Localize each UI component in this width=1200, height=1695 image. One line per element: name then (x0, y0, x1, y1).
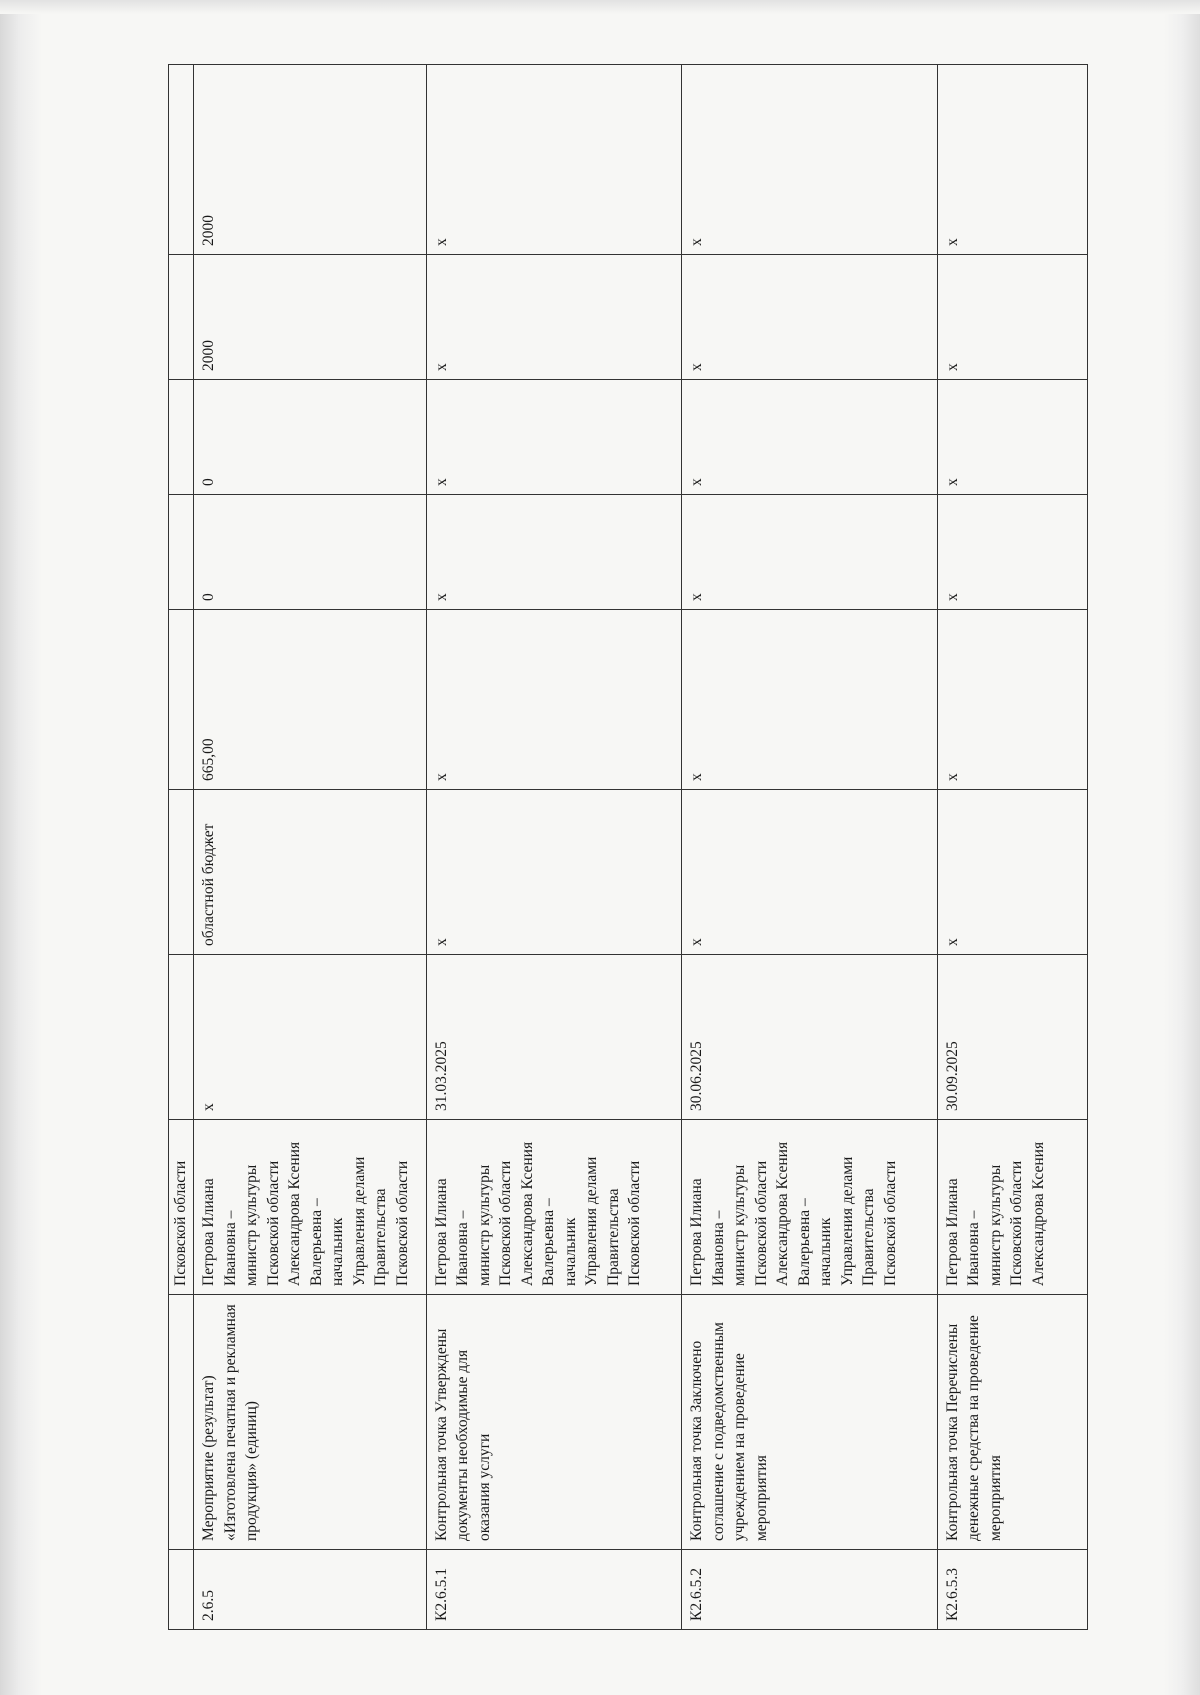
cell-y4: x (682, 65, 938, 255)
cell-y1: x (682, 495, 938, 610)
table-row-continuation (169, 65, 194, 1630)
plan-table (168, 64, 1088, 1630)
cell-name: Мероприятие (результат) «Изготовлена печатная и рекламная продукция» (единиц) (194, 1295, 427, 1550)
table-row (682, 65, 938, 1630)
cell-volume: x (426, 610, 682, 790)
cell-date: 30.09.2025 (937, 955, 1087, 1120)
cell-y4 (169, 65, 194, 255)
cell-name (169, 1295, 194, 1550)
cell-name: Контрольная точка Утверждены документы необходимые для оказания услуги (426, 1295, 682, 1550)
table-row (426, 65, 682, 1630)
cell-y3: 2000 (194, 255, 427, 380)
cell-y2: x (937, 380, 1087, 495)
cell-y3: x (682, 255, 938, 380)
cell-y3: x (937, 255, 1087, 380)
table-row (194, 65, 427, 1630)
table-row (937, 65, 1087, 1630)
cell-number: К2.6.5.3 (937, 1550, 1087, 1630)
cell-volume: 665,00 (194, 610, 427, 790)
cell-volume: x (937, 610, 1087, 790)
cell-y1: x (937, 495, 1087, 610)
cell-source: областной бюджет (194, 790, 427, 955)
cell-source: x (682, 790, 938, 955)
cell-name: Контрольная точка Заключено соглашение с подведомственным учреждением на проведение мероприятия (682, 1295, 938, 1550)
cell-name: Контрольная точка Перечислены денежные средства на проведение мероприятия (937, 1295, 1087, 1550)
cell-responsible: Петрова Илиана Ивановна – министр культуры Псковской области Александрова Ксения Валерьевна – начальник Управления делами Правительства Псковской области (426, 1120, 682, 1295)
cell-number: К2.6.5.1 (426, 1550, 682, 1630)
cell-y4: 2000 (194, 65, 427, 255)
cell-y2: 0 (194, 380, 427, 495)
cell-date: 30.06.2025 (682, 955, 938, 1120)
cell-date (169, 955, 194, 1120)
cell-source: x (937, 790, 1087, 955)
cell-number: К2.6.5.2 (682, 1550, 938, 1630)
cell-y4: x (937, 65, 1087, 255)
cell-responsible: Псковской области (169, 1120, 194, 1295)
cell-volume (169, 610, 194, 790)
cell-responsible: Петрова Илиана Ивановна – министр культуры Псковской области Александрова Ксения Валерьевна – начальник Управления делами Правительства Псковской области (194, 1120, 427, 1295)
cell-number (169, 1550, 194, 1630)
cell-source (169, 790, 194, 955)
cell-y2 (169, 380, 194, 495)
cell-y2: x (682, 380, 938, 495)
rotated-table-container (168, 65, 1088, 1630)
cell-y1: x (426, 495, 682, 610)
cell-y2: x (426, 380, 682, 495)
cell-responsible: Петрова Илиана Ивановна – министр культуры Псковской области Александрова Ксения Валерьевна – начальник Управления делами Правительства Псковской области (682, 1120, 938, 1295)
cell-y3 (169, 255, 194, 380)
cell-y3: x (426, 255, 682, 380)
cell-source: x (426, 790, 682, 955)
cell-y4: x (426, 65, 682, 255)
cell-date: x (194, 955, 427, 1120)
cell-number: 2.6.5 (194, 1550, 427, 1630)
cell-responsible: Петрова Илиана Ивановна – министр культуры Псковской области Александрова Ксения (937, 1120, 1087, 1295)
cell-volume: x (682, 610, 938, 790)
cell-y1: 0 (194, 495, 427, 610)
cell-y1 (169, 495, 194, 610)
cell-date: 31.03.2025 (426, 955, 682, 1120)
